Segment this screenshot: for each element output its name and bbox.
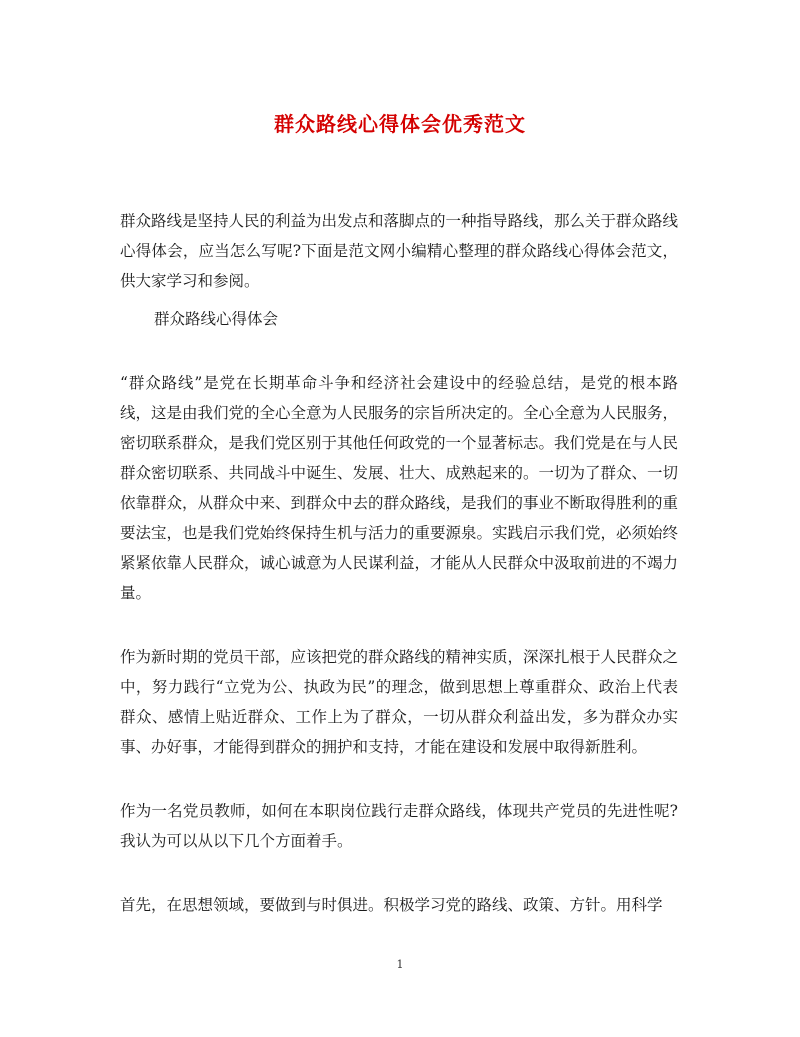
section-subheading: 群众路线心得体会 [154,310,279,328]
body-paragraph-1: “群众路线”是党在长期革命斗争和经济社会建设中的经验总结，是党的根本路线，这是由我们党的全心全意为人民服务的宗旨所决定的。全心全意为人民服务，密切联系群众，是我们党区别于其他任何政党的一个显著标志。我们党是在与人民群众密切联系、共同战斗中诞生、发展、壮大、成熟起来的。一切为了群众、一切依靠群众，从群众中来、到群众中去的群众路线，是我们的事业不断取得胜利的重要法宝，也是我们党始终保持生机与活力的重要源泉。实践启示我们党，必须始终紧紧依靠人民群众，诚心诚意为人民谋利益，才能从人民群众中汲取前进的不竭力量。 [120,374,679,602]
document-title: 群众路线心得体会优秀范文 [274,112,526,136]
body-paragraph-2: 作为新时期的党员干部，应该把党的群众路线的精神实质，深深扎根于人民群众之中，努力践行“立党为公、执政为民”的理念，做到思想上尊重群众、政治上代表群众、感情上贴近群众、工作上为了群众，一切从群众利益出发，多为群众办实事、办好事，才能得到群众的拥护和支持，才能在建设和发展中取得新胜利。 [120,648,679,756]
page-number: 1 [396,958,404,971]
intro-paragraph: 群众路线是坚持人民的利益为出发点和落脚点的一种指导路线，那么关于群众路线心得体会，应当怎么写呢?下面是范文网小编精心整理的群众路线心得体会范文，供大家学习和参阅。 [120,212,679,290]
document-body [120,206,678,920]
body-paragraph-3: 作为一名党员教师，如何在本职岗位践行走群众路线，体现共产党员的先进性呢?我认为可以从以下几个方面着手。 [120,802,678,850]
body-paragraph-4: 首先，在思想领域，要做到与时俱进。积极学习党的路线、政策、方针。用科学 [120,896,663,914]
